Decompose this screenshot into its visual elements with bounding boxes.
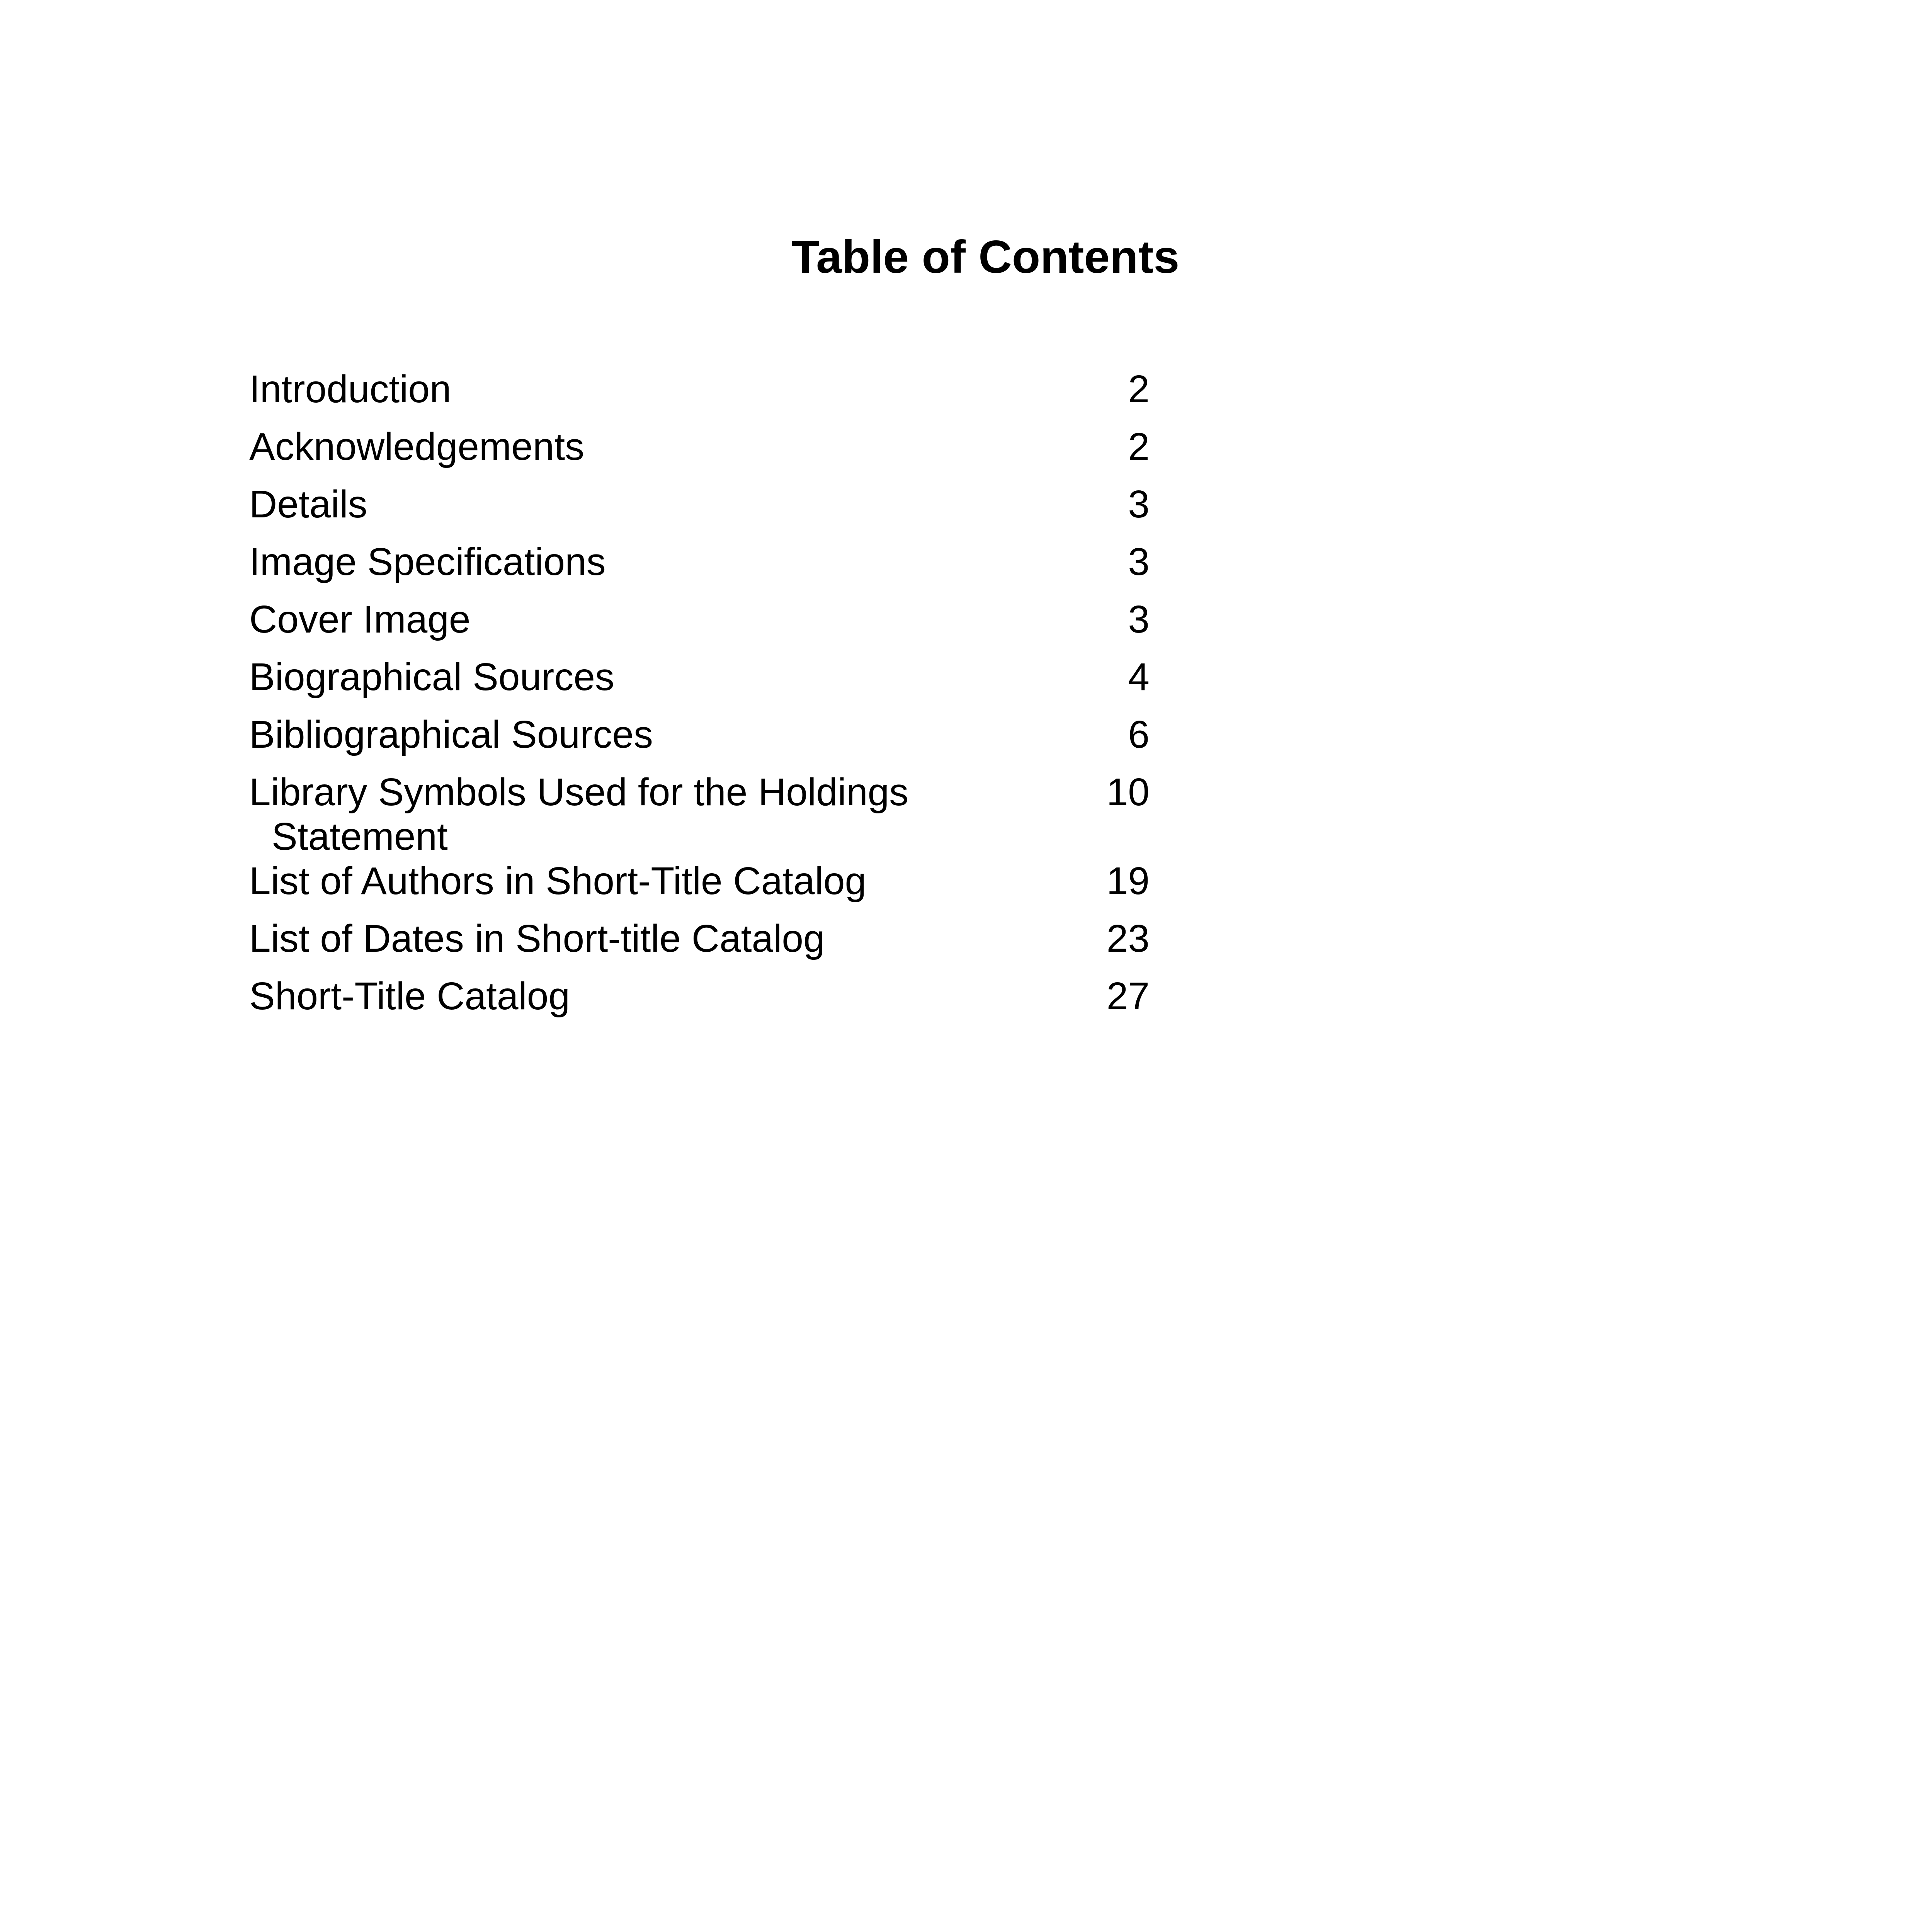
toc-entry-label: Details — [249, 483, 367, 526]
toc-entry — [249, 917, 1150, 961]
toc-entry — [249, 713, 1150, 757]
toc-entry-page: 3 — [1128, 483, 1150, 526]
toc-entry — [249, 482, 1150, 527]
toc-entry-label: Bibliographical Sources — [249, 713, 653, 756]
toc-entry-page: 3 — [1128, 540, 1150, 583]
toc-entry-page: 10 — [1106, 770, 1150, 814]
toc-entry — [249, 425, 1150, 469]
toc-entry-label: List of Authors in Short-Title Catalog — [249, 859, 867, 903]
toc-entry-page: 2 — [1128, 425, 1150, 468]
toc-entry-label: Biographical Sources — [249, 655, 614, 699]
toc-entry — [249, 770, 1150, 859]
toc-entry — [249, 974, 1150, 1019]
toc-entry — [249, 367, 1150, 412]
toc-entry — [249, 597, 1150, 642]
toc-entry-label: List of Dates in Short-title Catalog — [249, 917, 825, 960]
toc-entry-page: 2 — [1128, 367, 1150, 411]
toc-entry-page: 3 — [1128, 598, 1150, 641]
toc-entry-page: 27 — [1106, 975, 1150, 1018]
table-of-contents — [249, 367, 1150, 1032]
toc-entry-page: 4 — [1128, 655, 1150, 699]
toc-entry-label: Library Symbols Used for the Holdings — [249, 770, 909, 814]
toc-entry — [249, 859, 1150, 903]
page-title: Table of Contents — [791, 231, 1180, 283]
toc-entry-label-block — [249, 770, 1022, 859]
toc-entry-page: 23 — [1106, 917, 1150, 960]
toc-entry — [249, 540, 1150, 584]
toc-entry-page: 19 — [1106, 859, 1150, 903]
toc-entry-page: 6 — [1128, 713, 1150, 756]
toc-entry-label: Short-Title Catalog — [249, 975, 570, 1018]
toc-entry-label: Introduction — [249, 367, 451, 411]
toc-entry — [249, 655, 1150, 699]
toc-entry-label: Cover Image — [249, 598, 471, 641]
toc-entry-label: Acknowledgements — [249, 425, 585, 468]
toc-entry-label: Image Specifications — [249, 540, 606, 583]
toc-entry-label-continuation: Statement — [272, 815, 448, 858]
